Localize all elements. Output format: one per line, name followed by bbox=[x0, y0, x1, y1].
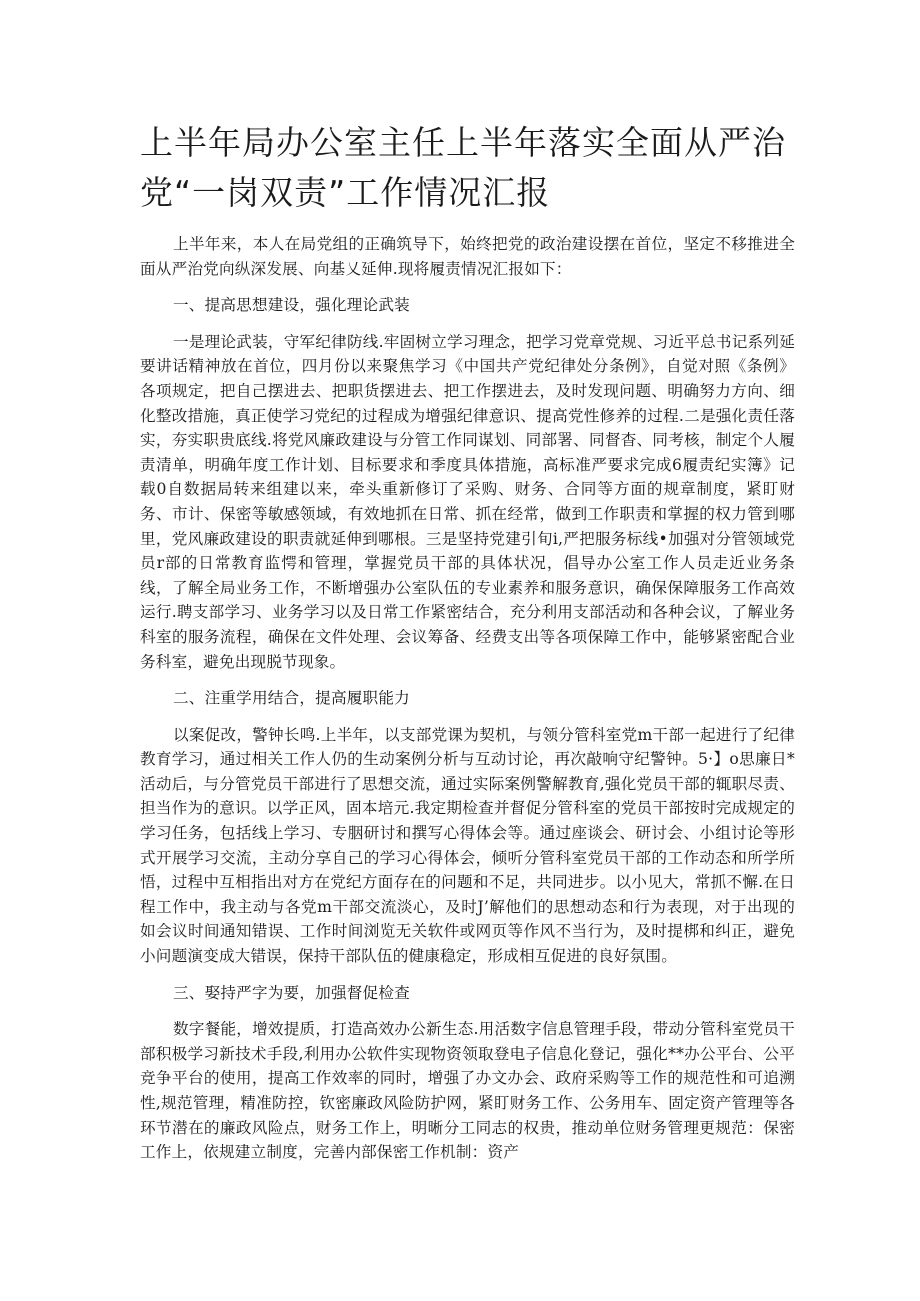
document-title: 上半年局办公室主任上半年落实全面从严治党“一岗双责”工作情况汇报 bbox=[140, 123, 786, 212]
section-body-3: 数字餐能，增效提质，打造高效办公新生态.用活数字信息管理手段，带动分管科室党员干部积极学习新技术手段,利用办公软件实现物资领取登电子信息化登记，强化**办公平台、公平竞争平台的使用，提高工作效率的同时，增强了办文办会、政府采购等工作的规范性和可追溯性,规范管理，精准防控，钦密廉政风险防护网，紧盯财务工作、公务用车、固定资产管理等各环节潜在的廉政风险点，财务工作上，明晰分工同志的权贵，推动单位财务管理更规范：保密工作上，依规建立制度，完善内部保密工作机制：资产 bbox=[140, 1020, 795, 1162]
section-body-1: 一是理论武装，守军纪律防线.牢固树立学习理念，把学习党章党规、习近平总书记系列延要讲话精神放在首位，四月份以来聚焦学习《中国共产党纪律处分条例》，自觉对照《条例》各项规定，把自己摆进去、把职货摆进去、把工作摆进去，及时发现问题、明确努力方向、细化整改措施，真正使学习党纪的过程成为增强纪律意识、提高党性修养的过程.二是强化责任落实，夯实职贵底线.将党风廉政建设与分管工作同谋划、同部署、同督杳、同考核，制定个人履责清单，明确年度工作计划、目标要求和季度具体措施，高标准严要求完成6履责纪实簿》记载0自数据局转来组建以来，牵头重新修订了采购、财务、合同等方面的规章制度，紧盯财务、市计、保密等敏感领域，有效地抓在日常、抓在经常，做到工作职责和掌握的权力管到哪里，党风廉政建设的职责就延伸到哪根。三是坚持党建引旬i,严把服务标线•加强对分管领域党员r部的日常教育监愕和管理，掌握党员干部的具体状况，倡导办公室工作人员走近业务条线，了解全局业务工作，不断增强办公室队伍的专业素养和服务意识，确保保障服务工作高效运行.聘支部学习、业务学习以及日常工作紧密结合，充分利用支部活动和各种会议，了解业务科室的服务流程，确保在文件处理、会议筹备、经费支出等各项保障工作中，能够紧密配合业务科室，避免出现脱节现象。 bbox=[140, 332, 795, 671]
section-heading-1: 一、提高思想建设，强化理论武装 bbox=[173, 296, 410, 315]
section-body-2: 以案促改，警钟长鸣.上半年，以支部党课为契机，与领分管科室党m干部一起进行了纪律教育学习，通过相关工作人仍的生动案例分析与互动讨论，再次敲响守纪警钟。5·】o思廉日*活动后，与分管党员干部进行了思想交流，通过实际案例警解教育,强化党员干部的辄职尽责、担当作为的意识。以学正风，固本培元.我定期检查并督促分管科室的党员干部按时完成规定的学习任务，包括线上学习、专胭研讨和撰写心得体会等。通过座谈会、研讨会、小组讨论等形式开展学习交流，主动分享自己的学习心得体会，倾听分管科室党员干部的工作动态和所学所悟，过程中互相指出对方在党纪方面存在的问题和不足，共同进步。以小见大，常抓不懈.在日程工作中，我主动与各党m干部交流淡心，及时J’解他们的思想动态和行为表现，对于出现的如会议时间通知错误、工作时间浏览无关软件或网页等作风不当行为，及时提梆和纠正，避免小问题演变成大错误，保持干部队伍的健康稳定，形成相互促进的良好氛围。 bbox=[140, 725, 795, 966]
document-page bbox=[140, 118, 795, 1165]
intro-paragraph: 上半年来，本人在局党组的正确筑导下，始终把党的政治建设摆在首位，坚定不移推进全面从严治党向纵深发展、向基乂延伸.现将履责情况汇报如下： bbox=[140, 235, 795, 278]
section-heading-2: 二、注重学用结合，提高履职能力 bbox=[173, 689, 410, 708]
section-heading-3: 三、娶持严字为要，加强督促检查 bbox=[173, 983, 410, 1002]
